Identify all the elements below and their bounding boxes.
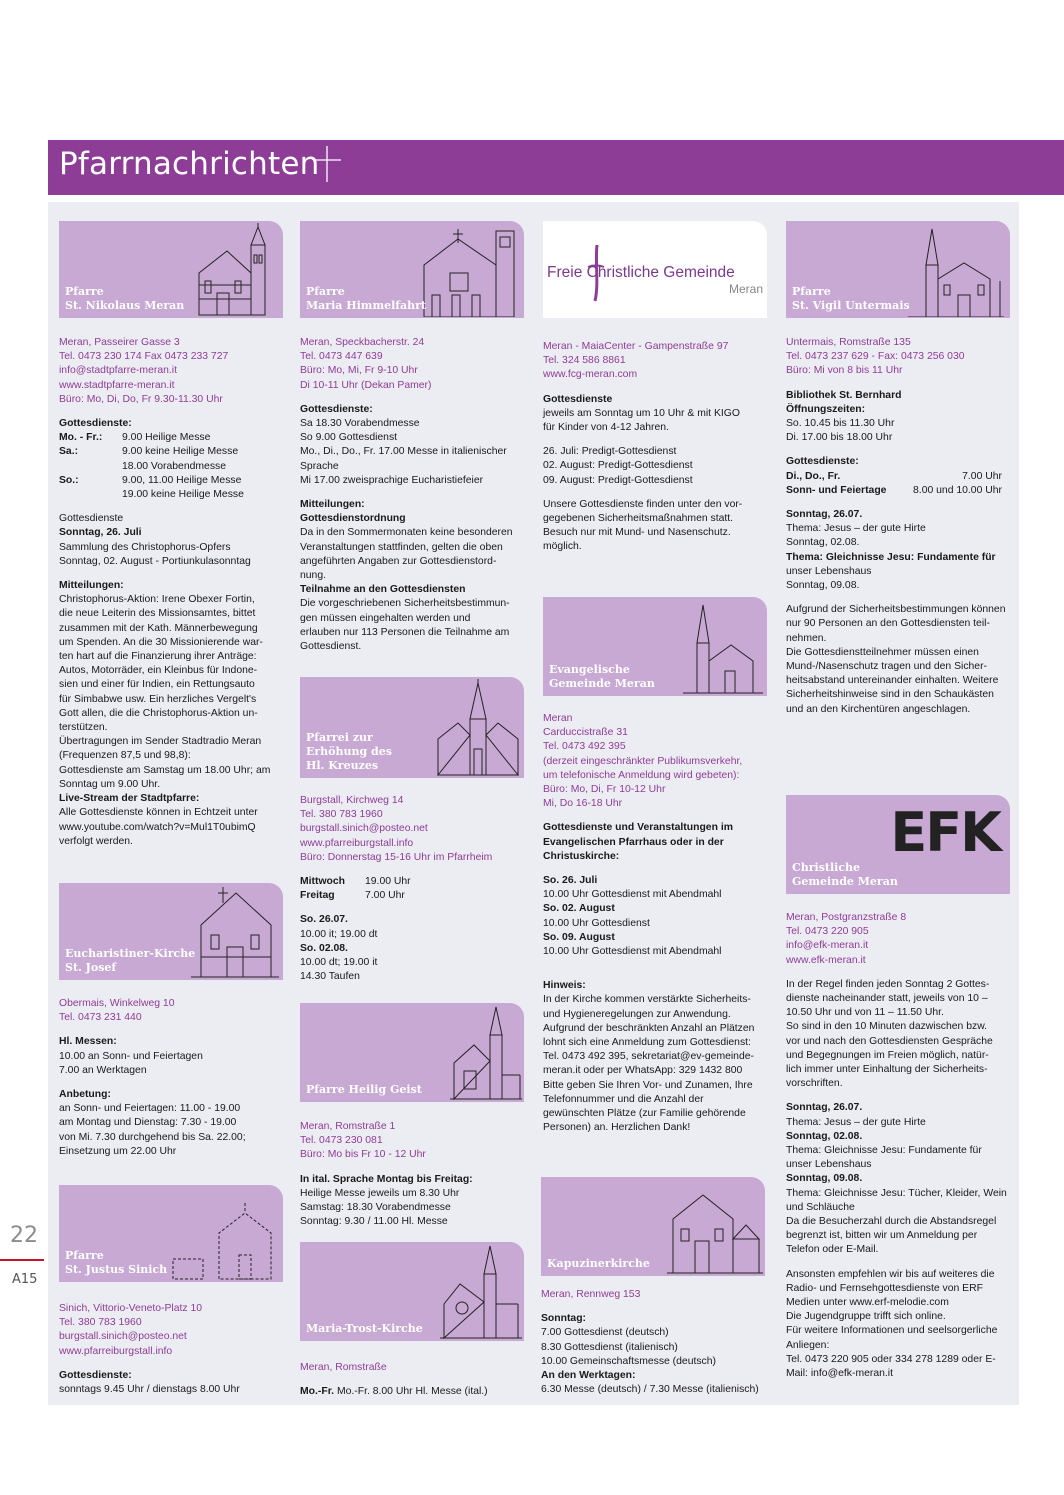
address: Meran - MaiaCenter - Gampenstraße 97 [543, 341, 729, 352]
text-line: nur 90 Personen an den Gottesdiensten teil- [786, 618, 990, 630]
text-line: lich immer unter Einhaltung der Sicherheits- [786, 1064, 988, 1076]
text-line: Christophorus-Aktion: Irene Obexer Fortin, [59, 594, 255, 606]
church-illustration [667, 1185, 763, 1275]
address: Meran, Postgranzstraße 8 [786, 912, 907, 923]
text-line: Thema: Gleichnisse Jesu: Fundamente für [786, 1145, 982, 1157]
services-heading: Gottesdienste: [59, 1369, 132, 1381]
text-line: zusammen mit der Kath. Männerbewegung [59, 622, 258, 634]
website-link[interactable]: www.stadtpfarre-meran.it [59, 379, 175, 391]
text-line: dienste nacheinander statt, jeweils von 10 – [786, 993, 988, 1005]
service-row: Sa.: 9.00 keine Heilige Messe [59, 446, 239, 458]
text-line: und an den Kirchentüren angeschlagen. [786, 703, 971, 715]
service-row: Di., Do., Fr. 7.00 Uhr [786, 470, 1002, 482]
text-line: Besuch nur mit Mund- und Nasenschutz. [543, 527, 731, 539]
text-line: In der Regel finden jeden Sonntag 2 Gottes- [786, 978, 990, 990]
phone: Tel. 380 783 1960 [300, 809, 383, 821]
church-illustration [191, 223, 281, 317]
office-hours: Büro: Donnerstag 15-16 Uhr im Pfarrheim [300, 851, 493, 863]
text-line: für Simbabwe usw. Ein herzliches Vergelt's [59, 693, 257, 705]
text-line: die neue Leiterin des Missionsamtes, bittet [59, 608, 256, 620]
text-line: So 9.00 Gottesdienst [300, 432, 398, 444]
text-line: sien und einer für Indien, ein Rettungsauto [59, 679, 255, 691]
text-line: Öffnungszeiten: [786, 403, 866, 415]
phone: Tel. 380 783 1960 [59, 1317, 142, 1329]
office-hours: Mi, Do 16-18 Uhr [543, 798, 623, 810]
text-line: und Hygieneregelungen zur Anwendung. [543, 1008, 731, 1020]
parish-box-st-justus [59, 1185, 283, 1282]
date: So. 26. Juli [543, 875, 598, 887]
text-line: Mo.-Fr. Mo.-Fr. 8.00 Uhr Hl. Messe (ital.) [300, 1386, 488, 1398]
text-line: Sonntag, 02.08. [786, 537, 860, 549]
text-line: 10.00 Uhr Gottesdienst mit Abendmahl [543, 946, 722, 958]
hl-kreuz-details [300, 794, 530, 984]
text-line: um telefonische Anmeldung wird gebeten): [543, 769, 740, 781]
text-line: sonntags 9.45 Uhr / dienstags 8.00 Uhr [59, 1384, 240, 1396]
service-row: 18.00 Vorabendmesse [122, 460, 226, 472]
st-nikolaus-details [59, 336, 287, 849]
phone: Tel. 0473 230 081 [300, 1135, 383, 1147]
date: Sonntag, 09.08. [786, 1173, 863, 1185]
text-line: Alle Gottesdienste können in Echtzeit unter [59, 807, 258, 819]
parish-box-kapuziner [541, 1177, 765, 1276]
notice-heading: Hinweis: [543, 980, 586, 992]
text-line: (derzeit eingeschränkter Publikumsverkehr, [543, 755, 743, 767]
text-line: Gottesdienste am Samstag um 18.00 Uhr; am [59, 764, 271, 776]
office-hours: Büro: Mi von 8 bis 11 Uhr [786, 365, 903, 377]
text-line: Da in den Sommermonaten keine besonderen [300, 527, 513, 539]
text-line: Die Gottesdienstteilnehmer müssen einen [786, 646, 979, 658]
text-line: möglich. [543, 541, 582, 553]
page-title: Pfarrnachrichten [59, 146, 320, 182]
efk-details [786, 911, 1014, 1381]
box-title: Pfarre Maria Himmelfahrt [306, 285, 426, 312]
text-line: Sa 18.30 Vorabendmesse [300, 418, 420, 430]
page-number-divider [0, 1259, 44, 1261]
services-heading: Gottesdienste [543, 393, 613, 405]
email-link[interactable]: info@stadtpfarre-meran.it [59, 365, 177, 377]
date: Sonntag, 26. Juli [59, 527, 142, 539]
box-title: Evangelische Gemeinde Meran [549, 663, 655, 690]
address: Meran, Passeirer Gasse 3 [59, 337, 180, 348]
service-row: Sonn- und Feiertage 8.00 und 10.00 Uhr [786, 484, 1002, 496]
date: Sonntag, 26.07. [786, 1102, 863, 1114]
office-hours: Büro: Mo, Di, Do, Fr 9.30-11.30 Uhr [59, 393, 223, 405]
website-link[interactable]: www.efk-meran.it [786, 954, 866, 966]
address: Burgstall, Kirchweg 14 [300, 795, 404, 806]
text-line: So. 10.45 bis 11.30 Uhr [786, 418, 895, 430]
text-line: Autos, Motorräder, ein Kleinbus für Indone- [59, 665, 258, 677]
text-line: Evangelischen Pfarrhaus oder in der [543, 836, 724, 848]
text-line: Unsere Gottesdienste finden unter den vor- [543, 498, 743, 510]
text-line: Medien unter www.erf-melodie.com [786, 1297, 949, 1309]
church-illustration [169, 1203, 281, 1281]
text-line: Übertragungen im Sender Stadtradio Meran [59, 736, 262, 748]
parish-box-st-vigil [786, 221, 1010, 318]
fcg-logo-text: Freie Christliche Gemeinde [547, 264, 735, 281]
address: Carduccistraße 31 [543, 727, 628, 739]
heilig-geist-details [300, 1120, 530, 1229]
section-header [48, 140, 1064, 195]
office-hours: Büro: Mo, Mi, Fr 9-10 Uhr [300, 365, 418, 377]
italian-services-heading: In ital. Sprache Montag bis Freitag: [300, 1173, 473, 1185]
services-heading: Gottesdienste: [59, 418, 132, 430]
text-line: 14.30 Taufen [300, 971, 360, 983]
box-title: Pfarre St. Nikolaus Meran [65, 285, 185, 312]
box-title: Pfarre St. Justus Sinich [65, 1249, 168, 1276]
text-line: Heilige Messe jeweils um 8.30 Uhr [300, 1187, 460, 1199]
office-hours: Büro: Mo, Di, Fr 10-12 Uhr [543, 784, 666, 796]
text-line: Die Jugendgruppe trifft sich online. [786, 1311, 946, 1323]
church-illustration [440, 1244, 522, 1340]
parish-box-st-nikolaus [59, 221, 283, 318]
text-line: Thema: Gleichnisse Jesu: Tücher, Kleider, Wein [786, 1187, 1007, 1199]
text-line: 10.00 it; 19.00 dt [300, 928, 378, 940]
text-line: und Schläuche [786, 1201, 855, 1213]
text-line: Telefonnummer und die Anzahl der [543, 1093, 704, 1105]
text-line: 10.00 Uhr Gottesdienst mit Abendmahl [543, 889, 722, 901]
text-line: erlauben nur 113 Personen die Teilnahme am [300, 626, 510, 638]
text-line: Thema: Jesus – der gute Hirte [786, 1116, 926, 1128]
box-title: Pfarrei zur Erhöhung des Hl. Kreuzes [306, 731, 392, 772]
page-number: 22 [10, 1223, 38, 1248]
church-illustration [418, 225, 522, 317]
date: Sonntag, 26.07. [786, 509, 863, 521]
church-illustration [679, 599, 765, 695]
text-line: meran.it oder per WhatsApp: 329 1432 800 [543, 1065, 743, 1077]
service-row: Mittwoch 19.00 Uhr [300, 876, 411, 888]
phone: Tel. 0473 237 629 - Fax: 0473 256 030 [786, 351, 965, 363]
text-line: 10.50 Uhr und von 11 – 11.50 Uhr. [786, 1007, 944, 1019]
box-title: Maria-Trost-Kirche [306, 1322, 423, 1335]
date: So. 26.07. [300, 914, 348, 926]
note: Sammlung des Christophorus-Opfers [59, 541, 231, 553]
church-illustration [434, 679, 522, 777]
text-line: Die vorgeschriebenen Sicherheitsbestimmun- [300, 598, 510, 610]
email-link[interactable]: burgstall.sinich@posteo.net [300, 823, 428, 835]
text-line: von Mi. 7.30 durchgehend bis Sa. 22.00; [59, 1131, 246, 1143]
text-line: Mo., Di., Do., Fr. 17.00 Messe in italienischer [300, 446, 507, 458]
date: Sonntag, 02. August - Portiunkulasonntag [59, 555, 251, 567]
announcements-heading: Mitteilungen: [300, 499, 365, 511]
phone: Tel. 0473 231 440 [59, 1012, 142, 1024]
text-line: unser Lebenshaus [786, 565, 872, 577]
text-line: gewünschten Plätze (zur Familie gehörende [543, 1108, 746, 1120]
parish-box-hl-kreuz [300, 677, 524, 778]
date: Thema: Gleichnisse Jesu: Fundamente für [786, 551, 996, 563]
text-line: Aufgrund der Sicherheitsbestimmungen können [786, 604, 1006, 616]
text-line: gen müssen eingehalten werden und [300, 612, 471, 624]
address: Meran, Rennweg 153 [541, 1289, 641, 1300]
text-line: 10.00 Uhr Gottesdienst [543, 917, 650, 929]
box-title: Pfarre St. Vigil Untermais [792, 285, 910, 312]
date-line: 26. Juli: Predigt-Gottesdienst [543, 446, 677, 458]
text-line: Gottesdienstordnung [300, 513, 406, 525]
date-line: 02. August: Predigt-Gottesdienst [543, 460, 693, 472]
services-heading: Gottesdienste [59, 513, 124, 525]
text-line: Live-Stream der Stadtpfarre: [59, 793, 200, 805]
service-row: So.: 9.00, 11.00 Heilige Messe [59, 474, 242, 486]
parish-box-efk [786, 795, 1010, 894]
box-title: Christliche Gemeinde Meran [792, 861, 898, 888]
kapuziner-details [541, 1288, 771, 1397]
text-line: ten hart auf die Finanzierung ihrer Anträge: [59, 651, 257, 663]
text-line: Mail: info@efk-meran.it [786, 1368, 893, 1380]
church-illustration [181, 885, 281, 979]
date-line: 09. August: Predigt-Gottesdienst [543, 474, 693, 486]
text-line: vorschriften. [786, 1078, 843, 1090]
text-line: an Sonn- und Feiertagen: 11.00 - 19.00 [59, 1103, 241, 1115]
text-line: gegebenen Sicherheitsmaßnahmen statt. [543, 513, 734, 525]
service-row: Mo. - Fr.: 9.00 Heilige Messe [59, 432, 211, 444]
text-line: jeweils am Sonntag um 10 Uhr & mit KIGO [543, 407, 740, 419]
adoration-heading: Anbetung: [59, 1089, 111, 1101]
church-illustration [904, 225, 1008, 317]
date: So. 02. August [543, 903, 615, 915]
text-line: Aufgrund der beschränkten Anzahl an Plätzen [543, 1022, 755, 1034]
text-line: Tel. 0473 220 905 oder 334 278 1289 oder E- [786, 1353, 996, 1365]
text-line: Mund-/Nasenschutz tragen und den Sicher- [786, 661, 987, 673]
text-line: So sind in den 10 Minuten dazwischen bzw. [786, 1021, 988, 1033]
text-line: 10.00 an Sonn- und Feiertagen [59, 1050, 203, 1062]
text-line: 7.00 Gottesdienst (deutsch) [541, 1327, 669, 1339]
address: Sinich, Vittorio-Veneto-Platz 10 [59, 1303, 203, 1314]
service-row: 19.00 keine Heilige Messe [122, 489, 244, 501]
text-line: Tel. 0473 492 395, sekretariat@ev-gemeinde- [543, 1051, 754, 1063]
text-line: Einsetzung um 22.00 Uhr [59, 1145, 177, 1157]
address: Meran, Romstraße 1 [300, 1121, 396, 1132]
parish-box-st-josef [59, 883, 283, 980]
text-line: Personen) an. Herzlichen Dank! [543, 1122, 691, 1134]
services-heading: Gottesdienste: [786, 456, 859, 468]
text-line: Teilnahme an den Gottesdiensten [300, 584, 466, 596]
services-heading: Sonntag: [541, 1313, 587, 1325]
text-line: Veranstaltungen stattfinden, gelten die oben [300, 541, 503, 553]
text-line: Sicherheitshinweise sind in den Schaukästen [786, 689, 994, 701]
text-line: Mi 17.00 zweisprachige Eucharistiefeier [300, 474, 484, 486]
email-link[interactable]: info@efk-meran.it [786, 940, 869, 952]
text-line: 10.00 Gemeinschaftsmesse (deutsch) [541, 1355, 716, 1367]
text-line: lohnt sich eine Anmeldung zum Gottesdienst: [543, 1037, 751, 1049]
text-line: unser Lebenshaus [786, 1159, 872, 1171]
text-line: 6.30 Messe (deutsch) / 7.30 Messe (italienisch) [541, 1384, 759, 1396]
text-line: angeführten Angaben zur Gottesdienstord- [300, 555, 497, 567]
address: Meran [543, 713, 573, 724]
text-line: Sonntag, 09.08. [786, 580, 860, 592]
text-line: Christuskirche: [543, 850, 620, 862]
text-line: Gottesdienste und Veranstaltungen im [543, 822, 733, 834]
text-line: 7.00 an Werktagen [59, 1064, 147, 1076]
address: Meran, Speckbacherstr. 24 [300, 337, 425, 348]
date: Sonntag, 02.08. [786, 1130, 863, 1142]
phone: Tel. 324 586 8861 [543, 355, 626, 367]
date: So. 09. August [543, 931, 615, 943]
text-line: (Frequenzen 87,5 und 98,8): [59, 750, 191, 762]
st-justus-details [59, 1302, 287, 1397]
st-vigil-details [786, 336, 1010, 717]
parish-box-evangelische [543, 597, 767, 696]
text-line: Da die Besucherzahl durch die Abstandsregel [786, 1216, 997, 1228]
maria-himmelfahrt-details [300, 336, 530, 654]
text-line: Bitte geben Sie Ihren Vor- und Zunamen, Ihre [543, 1079, 753, 1091]
website-link[interactable]: www.fcg-meran.com [543, 369, 638, 381]
library-heading: Bibliothek St. Bernhard [786, 389, 902, 401]
parish-box-heilig-geist [300, 1003, 524, 1102]
fcg-details [543, 340, 771, 555]
phone: Tel. 0473 230 174 Fax 0473 233 727 [59, 351, 229, 363]
text-line: Sprache [300, 460, 339, 472]
text-line: Samstag: 18.30 Vorabendmesse [300, 1202, 451, 1214]
cross-icon [310, 144, 344, 184]
text-line: Ansonsten empfehlen wir bis auf weiteres die [786, 1268, 995, 1280]
fcg-logo-box [543, 221, 767, 318]
text-line: Radio- und Fernsehgottesdienste von ERF [786, 1282, 983, 1294]
text-line: 10.00 dt; 19.00 it [300, 957, 378, 969]
text-line: 8.30 Gottesdienst (italienisch) [541, 1341, 678, 1353]
text-line: In der Kirche kommen verstärkte Sicherheits- [543, 994, 751, 1006]
date: So. 02.08. [300, 942, 348, 954]
text-line: Gottesdienst. [300, 641, 362, 653]
text-line: Anliegen: [786, 1339, 830, 1351]
office-hours: Büro: Mo bis Fr 10 - 12 Uhr [300, 1149, 426, 1161]
text-line: Sonntag um 9.00 Uhr. [59, 778, 161, 790]
text-line: Sonntag: 9.30 / 11.00 Hl. Messe [300, 1216, 448, 1228]
parish-box-maria-himmelfahrt [300, 221, 524, 318]
box-title: Pfarre Heilig Geist [306, 1083, 422, 1096]
website-link[interactable]: www.pfarreiburgstall.info [300, 837, 414, 849]
email-link[interactable]: burgstall.sinich@posteo.net [59, 1331, 187, 1343]
text-line: begrenzt ist, bitten wir um Anmeldung per [786, 1230, 978, 1242]
phone: Tel. 0473 220 905 [786, 926, 869, 938]
text-line: am Montag und Dienstag: 7.30 - 19.00 [59, 1117, 237, 1129]
services-heading: An den Werktagen: [541, 1370, 636, 1382]
text-line: verfolgt werden. [59, 835, 133, 847]
address: Obermais, Winkelweg 10 [59, 998, 175, 1009]
parish-box-maria-trost [300, 1242, 524, 1341]
fcg-logo-subtext: Meran [728, 282, 763, 296]
address: Meran, Romstraße [300, 1362, 387, 1373]
maria-trost-details [300, 1361, 530, 1399]
text-line: nehmen. [786, 632, 827, 644]
services-heading: Gottesdienste: [300, 403, 373, 415]
text-line: Telefon oder E-Mail. [786, 1244, 879, 1256]
website-link[interactable]: www.pfarreiburgstall.info [59, 1345, 173, 1357]
masses-heading: Hl. Messen: [59, 1036, 117, 1048]
address: Untermais, Romstraße 135 [786, 337, 911, 348]
text-line: Thema: Jesus – der gute Hirte [786, 523, 926, 535]
text-line: um Spenden. An die 30 Missionierende war- [59, 636, 263, 648]
text-line: vor und nach den Gottesdiensten Gespräche [786, 1035, 993, 1047]
church-illustration [450, 1005, 522, 1101]
evangelische-details [543, 712, 771, 1135]
page-code: A15 [12, 1272, 38, 1287]
text-line: Di. 17.00 bis 18.00 Uhr [786, 432, 893, 444]
text-line: Gott allen, die die Christophorus-Aktion un- [59, 707, 258, 719]
efk-logo: EFK [890, 801, 1000, 864]
box-title: Kapuzinerkirche [547, 1257, 650, 1270]
phone: Tel. 0473 492 395 [543, 741, 626, 753]
announcements-heading: Mitteilungen: [59, 580, 124, 592]
text-line: nung. [300, 570, 327, 582]
text-line: heitsabstand untereinander einhalten. Weitere [786, 675, 999, 687]
text-line: terstützen. [59, 722, 108, 734]
office-hours: Di 10-11 Uhr (Dekan Pamer) [300, 379, 432, 391]
text-line: und Begegnungen im Freien möglich, natür- [786, 1049, 989, 1061]
box-title: Eucharistiner-Kirche St. Josef [65, 947, 196, 974]
text-line: für Kinder von 4-12 Jahren. [543, 422, 669, 434]
youtube-link[interactable]: www.youtube.com/watch?v=Mul1T0ubimQ [59, 821, 256, 833]
text-line: Für weitere Informationen und seelsorgerliche [786, 1325, 998, 1337]
st-josef-details [59, 997, 287, 1159]
phone: Tel. 0473 447 639 [300, 351, 383, 363]
service-row: Freitag 7.00 Uhr [300, 890, 405, 902]
